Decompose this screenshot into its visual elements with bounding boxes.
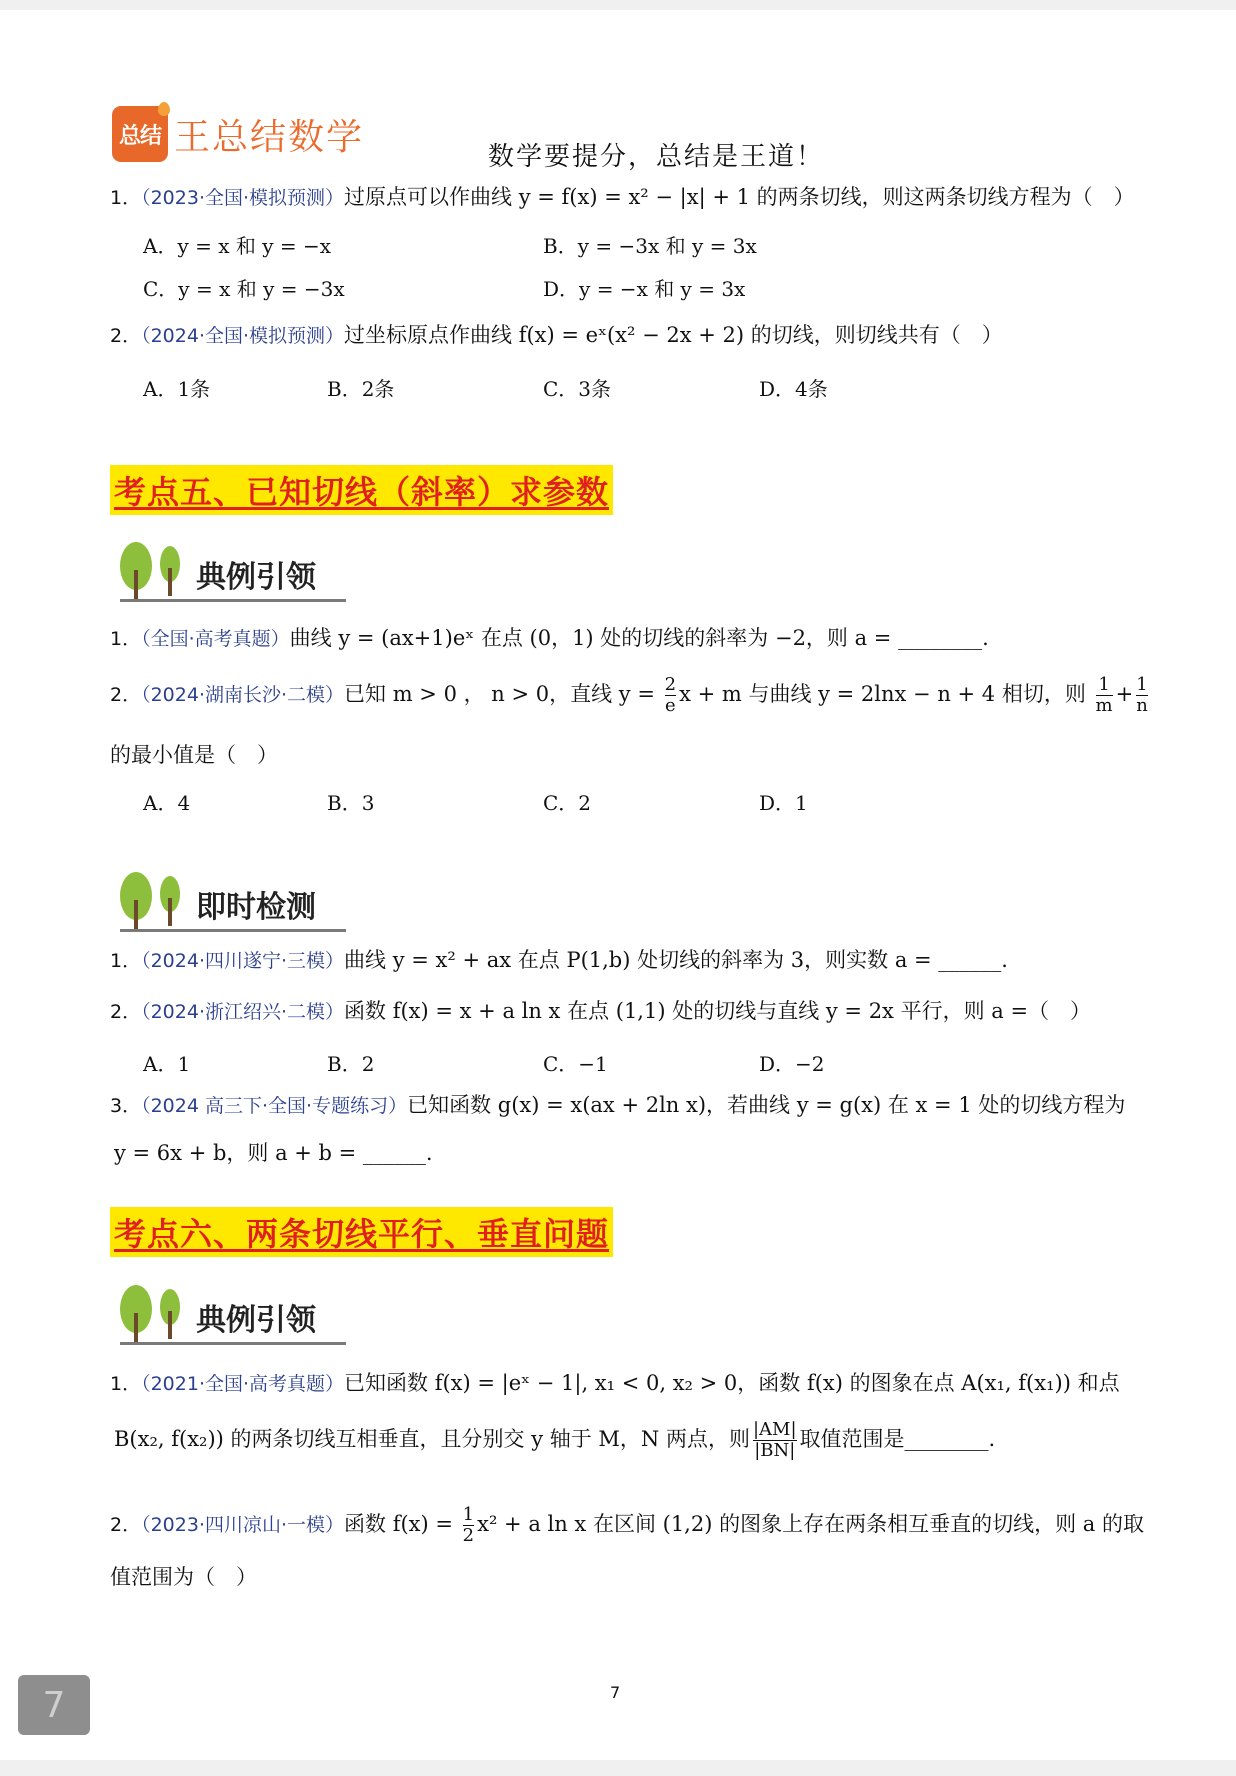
page-number: 7	[610, 1683, 621, 1702]
fraction-numerator: 1	[462, 1504, 475, 1525]
example-title: 典例引领	[196, 1303, 316, 1338]
fraction-denominator: n	[1136, 695, 1148, 716]
fraction-denominator: m	[1095, 695, 1113, 716]
question-text-b: x² + a ln x 在区间 (1,2) 的图象上存在两条相互垂直的切线，则 a 的取	[477, 1512, 1144, 1536]
motto: 数学要提分，总结是王道！	[488, 142, 825, 172]
example-heading	[116, 1279, 356, 1345]
example-question-2	[110, 1505, 1144, 1546]
question-text: 函数 f(x) = x + a ln x 在点 (1,1) 处的切线与直线 y = 2x 平行，则 a =（ ）	[344, 999, 1092, 1023]
question-number: 2．	[110, 325, 142, 347]
check-question-2	[110, 996, 1091, 1027]
option-b: B．2	[327, 1052, 375, 1076]
brand-logo	[112, 106, 364, 162]
option-a: A．1条	[143, 377, 211, 401]
question-text: 过坐标原点作曲线 f(x) = eˣ(x² − 2x + 2) 的切线，则切线共有（ ）	[344, 323, 1003, 347]
option-b: B．3	[327, 791, 375, 815]
question-source: （2024·浙江绍兴·二模）	[141, 1001, 345, 1023]
fraction-numerator: 2	[664, 674, 677, 695]
fraction	[665, 675, 676, 716]
brand-badge	[112, 106, 168, 162]
question-continuation: 值范围为（ ）	[110, 1565, 257, 1589]
question-number: 2．	[110, 1001, 142, 1023]
question-text-a: B(x₂, f(x₂)) 的两条切线互相垂直，且分别交 y 轴于 M，N 两点，则	[114, 1427, 750, 1451]
tree-icon	[116, 1283, 188, 1345]
page-bottom-edge	[0, 1760, 1236, 1776]
check-heading	[116, 866, 356, 932]
option-d: D．4条	[759, 377, 828, 401]
question-source: （2024·全国·模拟预测）	[141, 325, 345, 347]
option-d: D．1	[759, 791, 808, 815]
question-text-b: 取值范围是________.	[799, 1427, 996, 1451]
question-number: 2．	[110, 1514, 142, 1536]
option-b: B．2条	[327, 377, 395, 401]
section-title-6: 考点六、两条切线平行、垂直问题	[110, 1207, 613, 1257]
question-continuation: 的最小值是（ ）	[110, 743, 278, 767]
example-question-1	[110, 623, 989, 654]
question-text-a: 已知 m > 0 ， n > 0，直线 y =	[344, 682, 662, 706]
question-top-2	[110, 320, 1003, 351]
option-c: C．−1	[543, 1052, 608, 1076]
fraction-numerator: 1	[1136, 674, 1148, 695]
example-question-1	[110, 1368, 1120, 1399]
tree-icon	[116, 540, 188, 602]
flame-icon	[158, 102, 170, 116]
example-question-2	[110, 675, 1151, 716]
option-a: A．1	[143, 1052, 191, 1076]
fraction-numerator: 1	[1098, 674, 1110, 695]
fraction	[1136, 675, 1148, 716]
check-question-3	[110, 1090, 1125, 1121]
question-number: 2．	[110, 684, 142, 706]
question-source: （2024·湖南长沙·二模）	[141, 684, 345, 706]
question-number: 1．	[110, 187, 142, 209]
question-continuation	[114, 1420, 995, 1461]
tree-icon	[116, 870, 188, 932]
fraction-denominator: 2	[462, 1525, 475, 1546]
question-text-a: 函数 f(x) =	[344, 1512, 460, 1536]
question-number: 1．	[110, 628, 142, 650]
question-text: 曲线 y = x² + ax 在点 P(1,b) 处切线的斜率为 3，则实数 a = ______.	[344, 948, 1008, 972]
question-text: 已知函数 g(x) = x(ax + 2ln x)，若曲线 y = g(x) 在 x = 1 处的切线方程为	[407, 1093, 1126, 1117]
question-text-b: x + m 与曲线 y = 2lnx − n + 4 相切，则	[679, 682, 1093, 706]
question-number: 1．	[110, 950, 142, 972]
fraction	[463, 1505, 474, 1546]
option-a: A．4	[143, 791, 191, 815]
question-text: 过原点可以作曲线 y = f(x) = x² − |x| + 1 的两条切线，则这两条切线方程为（ ）	[344, 185, 1135, 209]
question-text: 曲线 y = (ax+1)eˣ 在点 (0，1) 处的切线的斜率为 −2，则 a = ________.	[289, 626, 989, 650]
option-d: D．−2	[759, 1052, 825, 1076]
heading-underline	[120, 929, 346, 932]
option-b: B．y = −3x 和 y = 3x	[543, 234, 757, 258]
question-source: （2023·四川凉山·一模）	[141, 1514, 345, 1536]
page-top-edge	[0, 0, 1236, 10]
heading-underline	[120, 1342, 346, 1345]
fraction-denominator: |BN|	[754, 1440, 796, 1461]
check-title: 即时检测	[196, 890, 316, 925]
page-thumbnail-icon[interactable]: 7	[18, 1675, 90, 1735]
fraction	[1096, 675, 1113, 716]
question-source: （全国·高考真题）	[141, 628, 290, 650]
option-d: D．y = −x 和 y = 3x	[543, 277, 746, 301]
option-c: C．2	[543, 791, 592, 815]
question-number: 1．	[110, 1373, 142, 1395]
question-text: 已知函数 f(x) = |eˣ − 1|, x₁ < 0, x₂ > 0，函数 f(x) 的图象在点 A(x₁, f(x₁)) 和点	[344, 1371, 1120, 1395]
fraction-denominator: e	[665, 695, 676, 716]
question-source: （2023·全国·模拟预测）	[141, 187, 345, 209]
option-c: C．y = x 和 y = −3x	[143, 277, 345, 301]
question-number: 3．	[110, 1095, 142, 1117]
question-source: （2024 高三下·全国·专题练习）	[141, 1095, 408, 1117]
section-title-5: 考点五、已知切线（斜率）求参数	[110, 465, 613, 515]
option-a: A．y = x 和 y = −x	[143, 234, 332, 258]
option-c: C．3条	[543, 377, 612, 401]
question-source: （2021·全国·高考真题）	[141, 1373, 345, 1395]
check-question-1	[110, 945, 1008, 976]
fraction	[753, 1420, 797, 1461]
fraction-numerator: |AM|	[752, 1419, 797, 1440]
question-source: （2024·四川遂宁·三模）	[141, 950, 345, 972]
example-title: 典例引领	[196, 560, 316, 595]
heading-underline	[120, 599, 346, 602]
brand-name: 王总结数学	[174, 116, 365, 158]
brand-badge-text: 总结	[118, 123, 161, 149]
plus-sign: +	[1115, 682, 1134, 706]
question-top-1	[110, 182, 1135, 213]
question-continuation: y = 6x + b，则 a + b = ______.	[114, 1141, 433, 1165]
example-heading	[116, 536, 356, 602]
